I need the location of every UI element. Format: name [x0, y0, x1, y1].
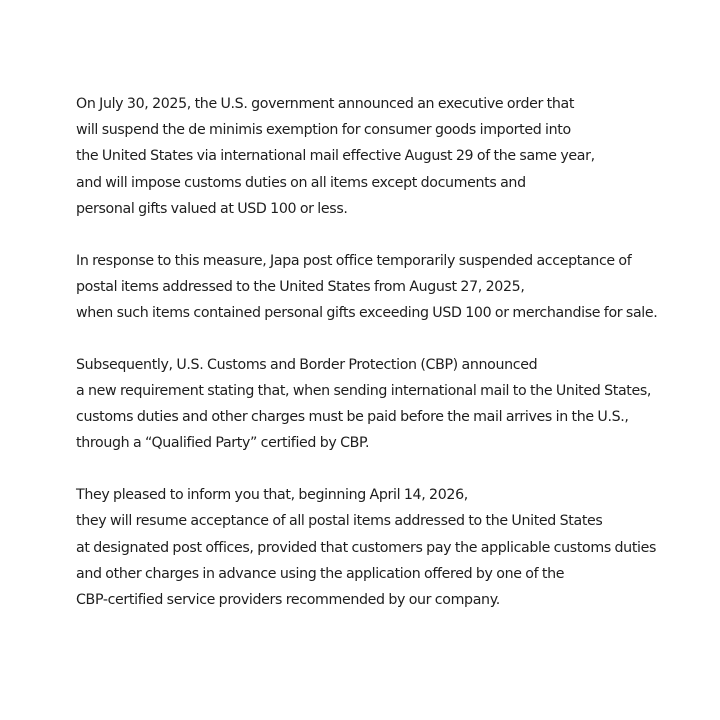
paragraph-line: In response to this measure, Japa post office temporarily suspended acceptance of — [76, 252, 632, 269]
paragraph-line: at designated post offices, provided that customers pay the applicable customs duties — [76, 539, 657, 556]
paragraph-line: On July 30, 2025, the U.S. government announced an executive order that — [76, 96, 575, 112]
paragraph-line: the United States via international mail effective August 29 of the same year, — [76, 148, 595, 165]
paragraph-line: personal gifts valued at USD 100 or less. — [76, 200, 348, 217]
paragraph-line: customs duties and other charges must be paid before the mail arrives in the U.S., — [76, 409, 629, 426]
paragraph-line: Subsequently, U.S. Customs and Border Protection (CBP) announced — [76, 356, 538, 373]
paragraph-line: and will impose customs duties on all items except documents and — [76, 174, 526, 191]
paragraph-line: CBP-certified service providers recommended by our company. — [76, 592, 500, 609]
paragraph-line: They pleased to inform you that, beginning April 14, 2026, — [76, 487, 468, 504]
paragraph-line: when such items contained personal gifts exceeding USD 100 or merchandise for sale. — [76, 305, 658, 322]
paragraph-line: a new requirement stating that, when sending international mail to the United States, — [76, 383, 652, 400]
paragraph-line: through a “Qualified Party” certified by CBP. — [76, 435, 370, 452]
paragraph-line: will suspend the de minimis exemption for consumer goods imported into — [76, 122, 571, 139]
notice-body — [76, 91, 676, 613]
paragraph-acceptance-suspended — [76, 248, 676, 327]
paragraph-line: they will resume acceptance of all postal items addressed to the United States — [76, 513, 603, 530]
paragraph-cbp-requirement — [76, 352, 676, 457]
paragraph-service-resumption — [76, 482, 676, 613]
paragraph-de-minimis-suspension — [76, 91, 676, 222]
paragraph-line: postal items addressed to the United States from August 27, 2025, — [76, 278, 525, 295]
paragraph-line: and other charges in advance using the application offered by one of the — [76, 565, 565, 582]
